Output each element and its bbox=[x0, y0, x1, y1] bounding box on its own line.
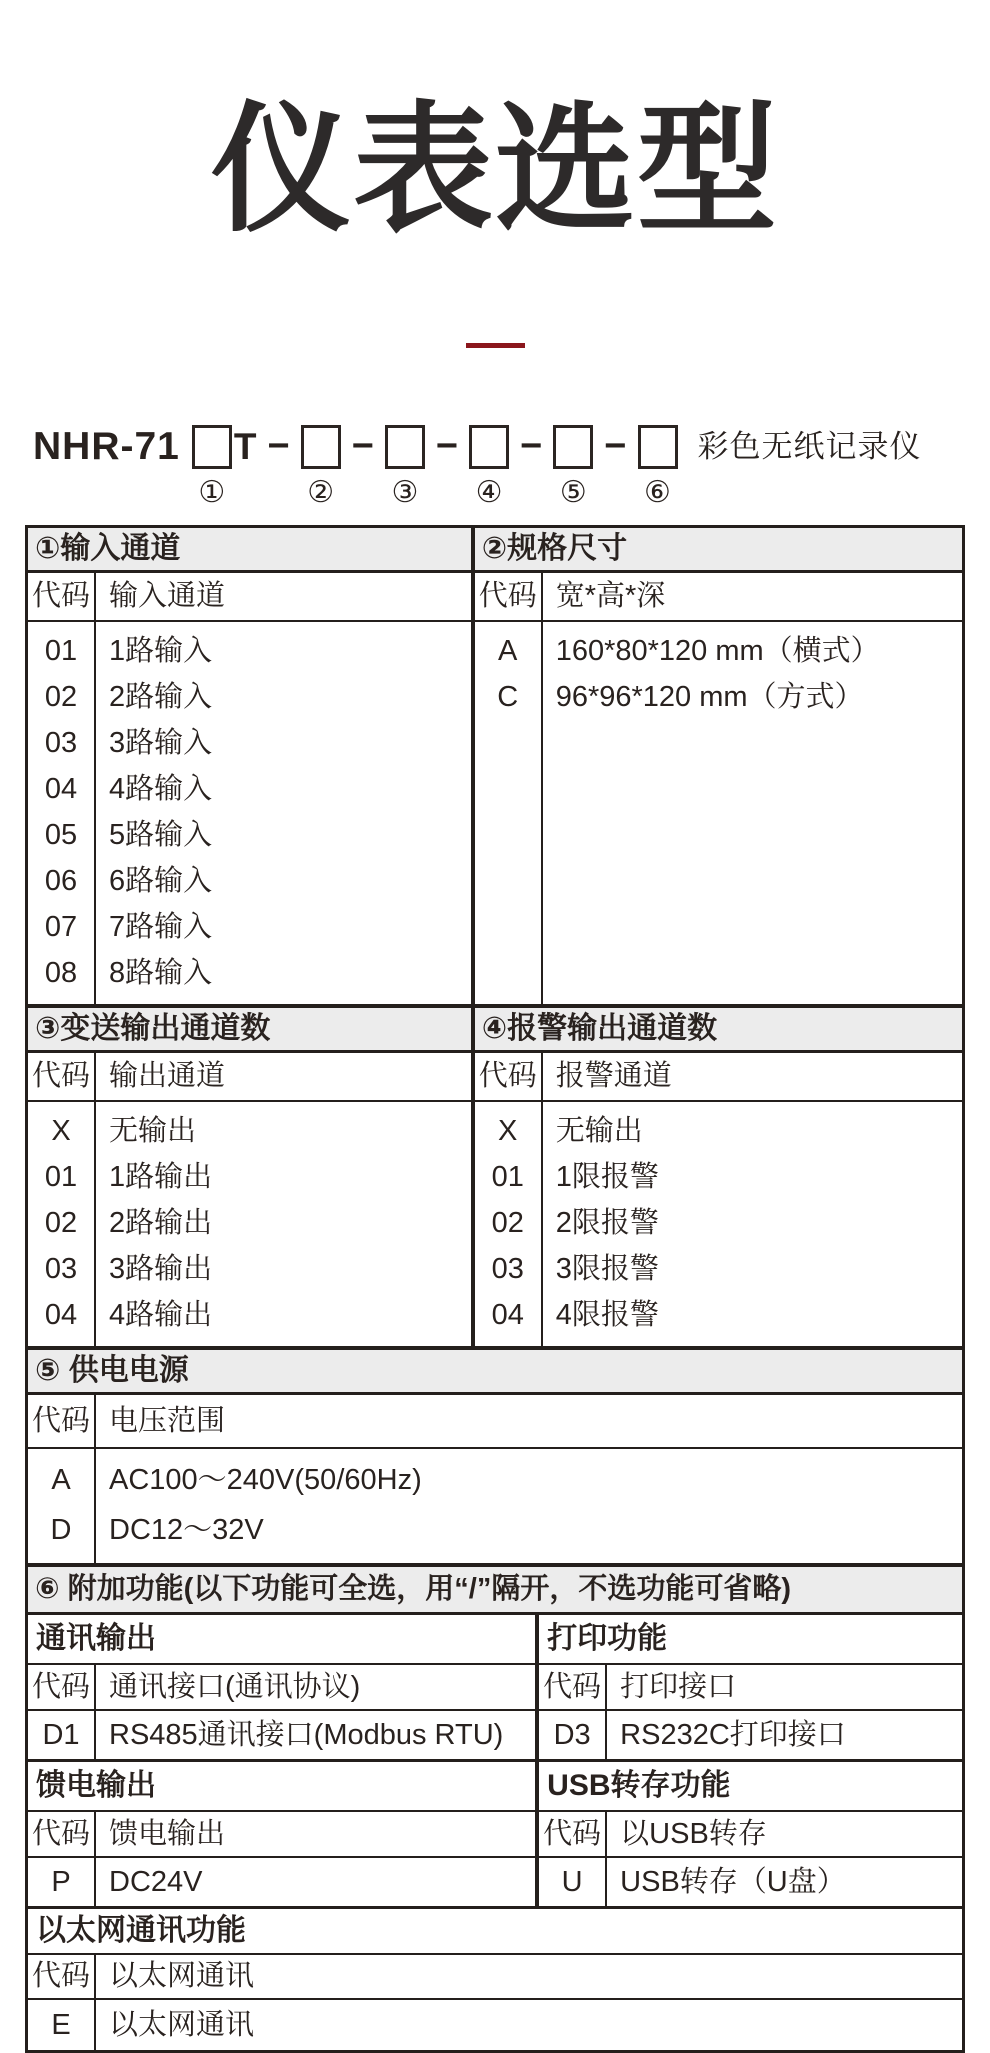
data-area bbox=[28, 622, 471, 1004]
model-prefix: NHR-71 bbox=[33, 425, 180, 468]
desc-value: 2限报警 bbox=[555, 1207, 659, 1239]
desc-value: 1路输入 bbox=[109, 635, 213, 667]
model-segment-4 bbox=[469, 424, 509, 509]
code-value: D1 bbox=[28, 1711, 96, 1759]
circle-number-2: ② bbox=[307, 476, 335, 509]
page-title: 仪表选型 bbox=[210, 91, 779, 248]
product-name: 彩色无纸记录仪 bbox=[697, 429, 922, 464]
desc-value: 3路输入 bbox=[109, 727, 213, 759]
desc-value: 8路输入 bbox=[109, 957, 213, 989]
desc-column bbox=[543, 622, 962, 1004]
code-value: D3 bbox=[539, 1711, 607, 1759]
section-additional-functions bbox=[28, 1567, 962, 2050]
page bbox=[0, 91, 990, 2053]
section-title: ⑥ 附加功能(以下功能可全选，用“/”隔开，不选功能可省略) bbox=[28, 1567, 962, 1615]
model-segment-6 bbox=[638, 424, 678, 509]
code-column bbox=[475, 1102, 543, 1346]
code-value: 07 bbox=[44, 911, 78, 943]
section-dimensions bbox=[475, 528, 962, 1004]
data-row bbox=[28, 1858, 535, 1906]
subsection-feed-output bbox=[28, 1762, 539, 1906]
code-column bbox=[28, 1102, 96, 1346]
data-row bbox=[28, 1711, 535, 1759]
column-header-row bbox=[539, 1812, 962, 1858]
subsection-title: 馈电输出 bbox=[28, 1762, 535, 1812]
col-header-code: 代码 bbox=[475, 1053, 543, 1100]
col-header-desc: 通讯接口(通讯协议) bbox=[109, 1671, 361, 1703]
desc-value: 5路输入 bbox=[109, 819, 213, 851]
code-box-6 bbox=[638, 425, 678, 469]
col-header-desc: 输出通道 bbox=[109, 1060, 226, 1092]
desc-value: 3限报警 bbox=[555, 1253, 659, 1285]
code-value: 02 bbox=[491, 1207, 524, 1239]
code-value: 04 bbox=[44, 773, 78, 805]
desc-value: RS232C打印接口 bbox=[620, 1719, 846, 1751]
code-value: D bbox=[50, 1514, 72, 1546]
desc-value: RS485通讯接口(Modbus RTU) bbox=[109, 1719, 504, 1751]
col-header-code: 代码 bbox=[28, 1665, 96, 1709]
code-value: 04 bbox=[44, 1299, 78, 1331]
data-row bbox=[539, 1858, 962, 1906]
column-header-row bbox=[28, 1812, 535, 1858]
code-value: 04 bbox=[491, 1299, 524, 1331]
code-value: A bbox=[498, 635, 518, 667]
data-row bbox=[28, 2000, 962, 2050]
code-value: 05 bbox=[44, 819, 78, 851]
desc-value: 4路输入 bbox=[109, 773, 213, 805]
subsection-pair-comm-print bbox=[28, 1615, 962, 1762]
desc-value: 3路输出 bbox=[109, 1253, 213, 1285]
code-box-1 bbox=[192, 425, 232, 469]
desc-value: 无输出 bbox=[555, 1115, 643, 1147]
dash-separator: − bbox=[351, 425, 374, 467]
col-header-code: 代码 bbox=[28, 1395, 96, 1447]
desc-column bbox=[543, 1102, 962, 1346]
subsection-print-function bbox=[539, 1615, 962, 1759]
desc-value: 160*80*120 mm（横式） bbox=[555, 635, 880, 667]
subsection-title: 通讯输出 bbox=[28, 1615, 535, 1665]
column-header-row bbox=[28, 1955, 962, 2000]
subsection-comm-output bbox=[28, 1615, 539, 1759]
dash-separator: − bbox=[604, 425, 627, 467]
subsection-title: USB转存功能 bbox=[539, 1762, 962, 1812]
column-header-row bbox=[28, 1395, 962, 1449]
data-area bbox=[475, 622, 962, 1004]
col-header-desc: 输入通道 bbox=[109, 580, 226, 612]
desc-value: 2路输入 bbox=[109, 681, 213, 713]
desc-value: 96*96*120 mm（方式） bbox=[555, 681, 864, 713]
col-header-code: 代码 bbox=[539, 1665, 607, 1709]
section-power-supply bbox=[28, 1350, 962, 1567]
column-header-row bbox=[28, 1053, 471, 1102]
desc-column bbox=[96, 1449, 962, 1563]
section-input-channels bbox=[28, 528, 475, 1004]
col-header-desc: 馈电输出 bbox=[109, 1818, 226, 1850]
model-box1-suffix: T bbox=[233, 426, 257, 467]
desc-value: 4路输出 bbox=[109, 1299, 213, 1331]
desc-value: 1路输出 bbox=[109, 1161, 213, 1193]
circle-number-5: ⑤ bbox=[559, 476, 587, 509]
column-header-row bbox=[475, 1053, 962, 1102]
code-column bbox=[28, 622, 96, 1004]
column-header-row bbox=[28, 573, 471, 622]
subsection-title: 以太网通讯功能 bbox=[28, 1909, 962, 1955]
data-area bbox=[475, 1102, 962, 1346]
col-header-desc: 以USB转存 bbox=[620, 1818, 767, 1850]
col-header-code: 代码 bbox=[28, 1955, 96, 1998]
desc-value: 2路输出 bbox=[109, 1207, 213, 1239]
code-value: 03 bbox=[44, 1253, 78, 1285]
col-header-code: 代码 bbox=[28, 573, 96, 620]
subsection-ethernet bbox=[28, 1909, 962, 2050]
desc-value: 4限报警 bbox=[555, 1299, 659, 1331]
model-segment-5 bbox=[553, 424, 593, 509]
desc-value: 1限报警 bbox=[555, 1161, 659, 1193]
subsection-usb-transfer bbox=[539, 1762, 962, 1906]
dash-separator: − bbox=[435, 425, 459, 467]
code-value: 03 bbox=[491, 1253, 524, 1285]
code-value: 01 bbox=[491, 1161, 524, 1193]
section-title: ④报警输出通道数 bbox=[475, 1008, 962, 1053]
col-header-code: 代码 bbox=[475, 573, 543, 620]
col-header-desc: 打印接口 bbox=[620, 1671, 737, 1703]
code-value: X bbox=[498, 1115, 518, 1147]
section-pair-1-2 bbox=[28, 528, 962, 1008]
dash-separator: − bbox=[267, 425, 290, 467]
code-value: E bbox=[28, 2000, 96, 2050]
section-transmit-outputs bbox=[28, 1008, 475, 1346]
desc-value: USB转存（U盘） bbox=[620, 1866, 846, 1898]
col-header-desc: 电压范围 bbox=[109, 1405, 226, 1437]
dash-separator: − bbox=[520, 425, 543, 467]
section-alarm-outputs bbox=[475, 1008, 962, 1346]
data-area bbox=[28, 1102, 471, 1346]
data-row bbox=[539, 1711, 962, 1759]
code-value: X bbox=[51, 1115, 71, 1147]
col-header-desc: 报警通道 bbox=[555, 1060, 672, 1092]
circle-number-4: ④ bbox=[475, 476, 503, 509]
desc-value: DC24V bbox=[109, 1866, 203, 1898]
code-box-2 bbox=[301, 425, 341, 469]
subsection-pair-feed-usb bbox=[28, 1762, 962, 1909]
column-header-row bbox=[539, 1665, 962, 1711]
code-value: 03 bbox=[44, 727, 78, 759]
col-header-code: 代码 bbox=[28, 1812, 96, 1856]
desc-value: 6路输入 bbox=[109, 865, 213, 897]
model-segment-1 bbox=[192, 424, 257, 509]
desc-column bbox=[96, 1102, 471, 1346]
code-value: P bbox=[28, 1858, 96, 1906]
desc-value: 以太网通讯 bbox=[109, 2009, 255, 2041]
col-header-desc: 宽*高*深 bbox=[555, 580, 666, 612]
code-value: 01 bbox=[44, 1161, 78, 1193]
section-pair-3-4 bbox=[28, 1008, 962, 1350]
title-accent-rule bbox=[466, 343, 525, 348]
col-header-code: 代码 bbox=[539, 1812, 607, 1856]
section-title: ②规格尺寸 bbox=[475, 528, 962, 573]
col-header-desc: 以太网通讯 bbox=[109, 1960, 255, 1992]
code-value: 02 bbox=[44, 681, 78, 713]
model-segment-3 bbox=[385, 424, 425, 509]
code-column bbox=[28, 1449, 96, 1563]
data-area bbox=[28, 1449, 962, 1563]
code-box-5 bbox=[553, 425, 593, 469]
section-title: ③变送输出通道数 bbox=[28, 1008, 471, 1053]
code-value: U bbox=[539, 1858, 607, 1906]
col-header-code: 代码 bbox=[28, 1053, 96, 1100]
code-value: 06 bbox=[44, 865, 78, 897]
code-value: 01 bbox=[44, 635, 78, 667]
code-box-3 bbox=[385, 425, 425, 469]
desc-column bbox=[96, 622, 471, 1004]
desc-value: 7路输入 bbox=[109, 911, 213, 943]
subsection-title: 打印功能 bbox=[539, 1615, 962, 1665]
column-header-row bbox=[475, 573, 962, 622]
model-code-line bbox=[33, 424, 990, 509]
section-title: ①输入通道 bbox=[28, 528, 471, 573]
code-value: 02 bbox=[44, 1207, 78, 1239]
circle-number-1: ① bbox=[198, 476, 226, 509]
code-column bbox=[475, 622, 543, 1004]
column-header-row bbox=[28, 1665, 535, 1711]
desc-value: AC100～240V(50/60Hz) bbox=[109, 1464, 422, 1496]
model-segment-2 bbox=[301, 424, 341, 509]
code-value: C bbox=[497, 681, 519, 713]
desc-value: DC12～32V bbox=[109, 1514, 264, 1546]
code-value: 08 bbox=[44, 957, 78, 989]
circle-number-3: ③ bbox=[391, 476, 419, 509]
code-box-4 bbox=[469, 425, 509, 469]
circle-number-6: ⑥ bbox=[644, 476, 671, 509]
desc-value: 无输出 bbox=[109, 1115, 197, 1147]
code-value: A bbox=[51, 1464, 71, 1496]
section-title: ⑤ 供电电源 bbox=[28, 1350, 962, 1395]
selection-table bbox=[25, 525, 965, 2053]
